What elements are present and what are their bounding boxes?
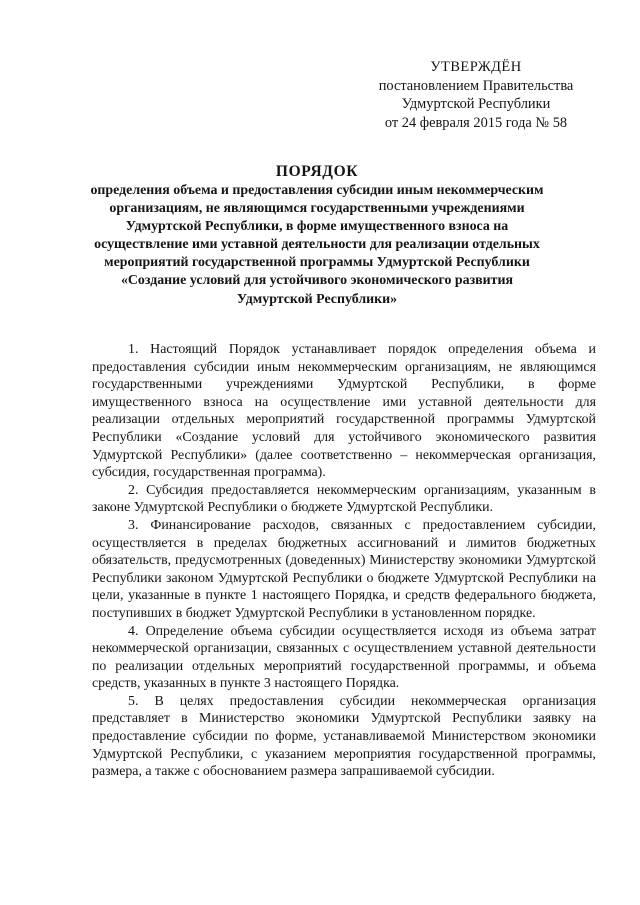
paragraph-3: 3. Финансирование расходов, связанных с предоставлением субсидии, осуществляется в пределах бюджетных ассигнований и лимитов бюджетных обязательств, предусмотренных (доведенных) Министерству экономики Удмуртской Республики законом Удмуртской Республики о бюджете Удмуртской Республики на цели, указанные в пункте 1 настоящего Порядка, и средств федерального бюджета, поступивших в бюджет Удмуртской Республики в установленном порядке. bbox=[92, 517, 596, 621]
paragraph-4: 4. Определение объема субсидии осуществляется исходя из объема затрат некоммерческой организации, связанных с осуществлением уставной деятельности по реализации отдельных мероприятий государственной программы, и объема средств, указанных в пункте 3 настоящего Порядка. bbox=[92, 623, 596, 692]
approval-title: УТВЕРЖДЁН bbox=[430, 59, 522, 75]
approval-line-3: от 24 февраля 2015 года № 58 bbox=[384, 114, 568, 131]
document-body bbox=[92, 341, 596, 781]
approval-line-2: Удмуртской Республики bbox=[401, 96, 551, 112]
paragraph-1: 1. Настоящий Порядок устанавливает порядок определения объема и предоставления субсидии иным некоммерческим организациям, не являющимся государственными учреждениями Удмуртской Республики, в форме имущественного взноса на осуществление ими уставной деятельности для реализации отдельных мероприятий государственной программы Удмуртской Республики «Создание условий для устойчивого экономического развития Удмуртской Республики» (далее соответственно – некоммерческая организация, субсидия, государственная программа). bbox=[92, 342, 596, 481]
document-subtitle: определения объема и предоставления субсидии иным некоммерческим организациям, не являющимся государственными учреждениями Удмуртской Республики, в форме имущественного взноса на осуществление ими уставной деятельности для реализации отдельных мероприятий государственной программы Удмуртской Республики «Создание условий для устойчивого экономического развития Удмуртской Республики» bbox=[90, 183, 544, 307]
document-heading bbox=[82, 162, 552, 309]
paragraph-5: 5. В целях предоставления субсидии некоммерческая организация представляет в Министерство экономики Удмуртской Республики заявку на предоставление субсидии по форме, устанавливаемой Министерством экономики Удмуртской Республики, с указанием мероприятия государственной программы, размера, а также с обоснованием размера запрашиваемой субсидии. bbox=[92, 693, 596, 780]
approval-stamp bbox=[360, 58, 592, 132]
document-title: ПОРЯДОК bbox=[275, 163, 359, 180]
approval-line-1: постановлением Правительства bbox=[378, 77, 574, 94]
paragraph-2: 2. Субсидия предоставляется некоммерческим организациям, указанным в законе Удмуртской Республики о бюджете Удмуртской Республики. bbox=[92, 482, 596, 516]
